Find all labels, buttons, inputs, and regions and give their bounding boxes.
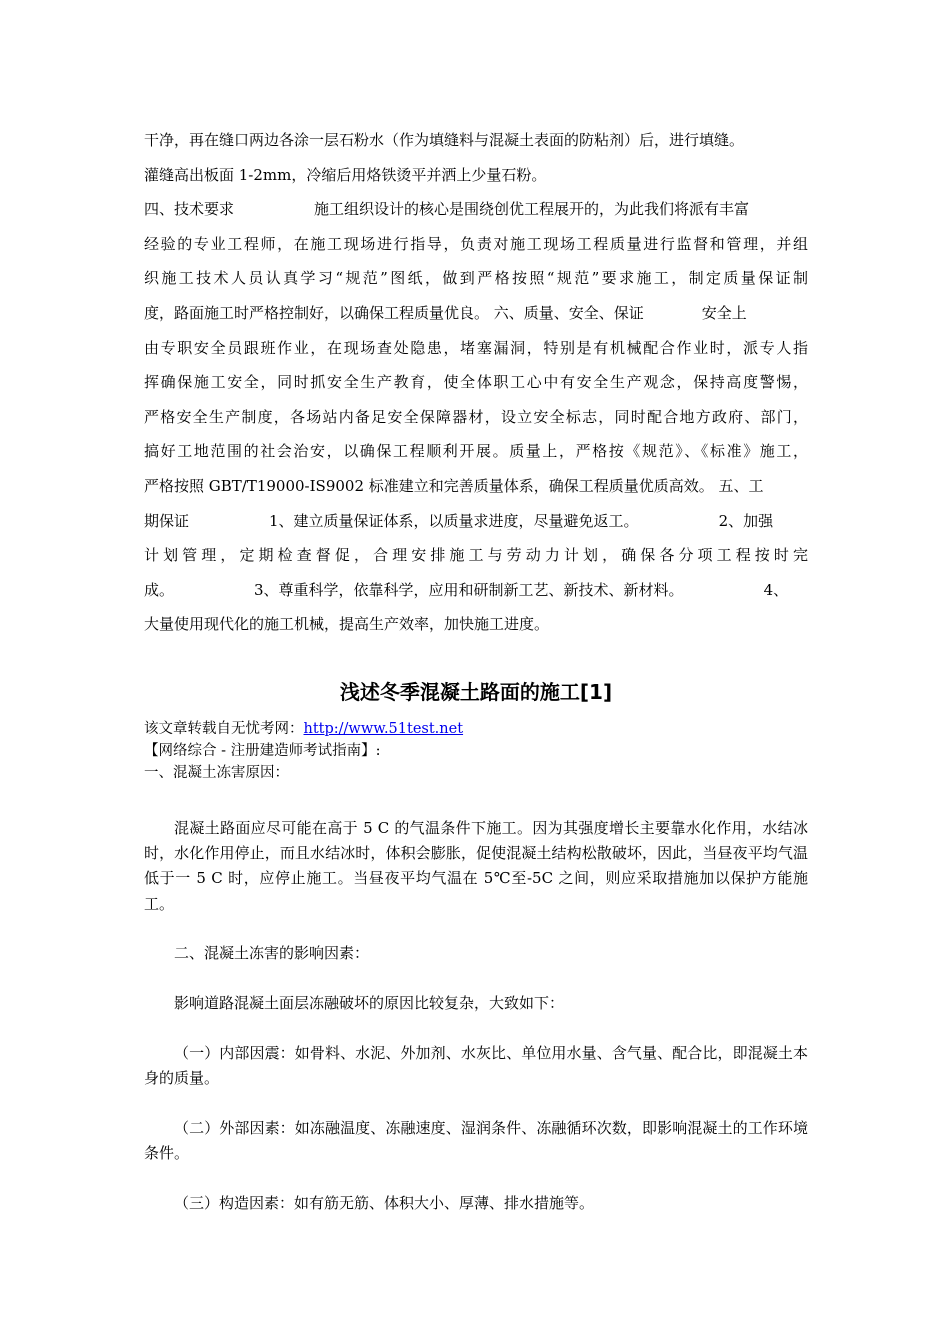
text-line: 严格安全生产制度，各场站内备足安全保障器材，设立安全标志，同时配合地方政府、部门， bbox=[144, 407, 808, 426]
text-line: 计划管理，定期检查督促，合理安排施工与劳动力计划，确保各分项工程按时完 bbox=[144, 546, 808, 565]
paragraph-causes: 混凝土路面应尽可能在高于 5 C 的气温条件下施工。因为其强度增长主要靠水化作用，水结冰时，水化作用停止，而且水结冰时，体积会膨胀，促使混凝土结构松散破坏，因此，当昼夜平均气温低于一 5 C 时，应停止施工。当昼夜平均气温在 5℃至-5C 之间，则应采取措施加以保护方能施工。 bbox=[144, 819, 808, 913]
construction-text-block bbox=[144, 123, 808, 642]
article-title: 浅述冬季混凝土路面的施工[1] bbox=[339, 680, 613, 704]
text-line: 期保证 1、建立质量保证体系，以质量求进度，尽量避免返工。 2、加强 bbox=[144, 511, 774, 530]
text-line: 灌缝高出板面 1-2mm，冷缩后用烙铁烫平并洒上少量石粉。 bbox=[144, 165, 547, 184]
source-link[interactable]: http://www.51test.net bbox=[303, 721, 464, 737]
text-line: 大量使用现代化的施工机械，提高生产效率，加快施工进度。 bbox=[144, 615, 550, 634]
section-heading-tech: 四、技术要求 bbox=[144, 200, 235, 219]
text-line: 成。 3、尊重科学，依靠科学，应用和研制新工艺、新技术、新材料。 4、 bbox=[144, 580, 789, 599]
factor-item-external: （二）外部因素：如冻融温度、冻融速度、湿润条件、冻融循环次数，即影响混凝土的工作环境条件。 bbox=[144, 1119, 808, 1163]
text-line: 经验的专业工程师，在施工现场进行指导，负责对施工现场工程质量进行监督和管理，并组 bbox=[144, 234, 808, 253]
text-line: 干净，再在缝口两边各涂一层石粉水（作为填缝料与混凝土表面的防粘剂）后，进行填缝。 bbox=[144, 131, 745, 149]
text-line: 度，路面施工时严格控制好，以确保工程质量优良。 六、质量、安全、保证 安全上 bbox=[144, 303, 747, 322]
text-line: 搞好工地范围的社会治安，以确保工程顺利开展。质量上，严格按《规范》、《标准》施工， bbox=[144, 442, 808, 461]
text-line: 挥确保施工安全，同时抓安全生产教育，使全体职工心中有安全生产观念，保持高度警惕， bbox=[144, 373, 808, 392]
paragraph-factors-intro: 影响道路混凝土面层冻融破坏的原因比较复杂，大致如下： bbox=[174, 994, 565, 1012]
section-heading-factors: 二、混凝土冻害的影响因素： bbox=[174, 944, 370, 962]
text-line: 织施工技术人员认真学习“规范”图纸，做到严格按照“规范”要求施工，制定质量保证制 bbox=[144, 269, 808, 288]
category-line: 【网络综合 - 注册建造师考试指南】: bbox=[144, 743, 381, 759]
factor-item-internal: （一）内部因震：如骨料、水泥、外加剂、水灰比、单位用水量、含气量、配合比，即混凝土本身的质量。 bbox=[144, 1044, 808, 1088]
section-heading-causes: 一、混凝土冻害原因： bbox=[144, 765, 289, 781]
source-line bbox=[144, 718, 808, 740]
factor-item-structural: （三）构造因素：如有筋无筋、体积大小、厚薄、排水措施等。 bbox=[174, 1194, 595, 1212]
text-line: 四、技术要求 施工组织设计的核心是围绕创优工程展开的，为此我们将派有丰富 bbox=[144, 200, 750, 219]
text-line: 严格按照 GBT/T19000-IS9002 标准建立和完善质量体系，确保工程质量优质高效。 五、工 bbox=[144, 476, 764, 495]
text-line: 由专职安全员跟班作业，在现场查处隐患，堵塞漏洞，特别是有机械配合作业时，派专人指 bbox=[144, 338, 808, 357]
source-prefix: 该文章转载自无忧考网： bbox=[144, 721, 304, 737]
